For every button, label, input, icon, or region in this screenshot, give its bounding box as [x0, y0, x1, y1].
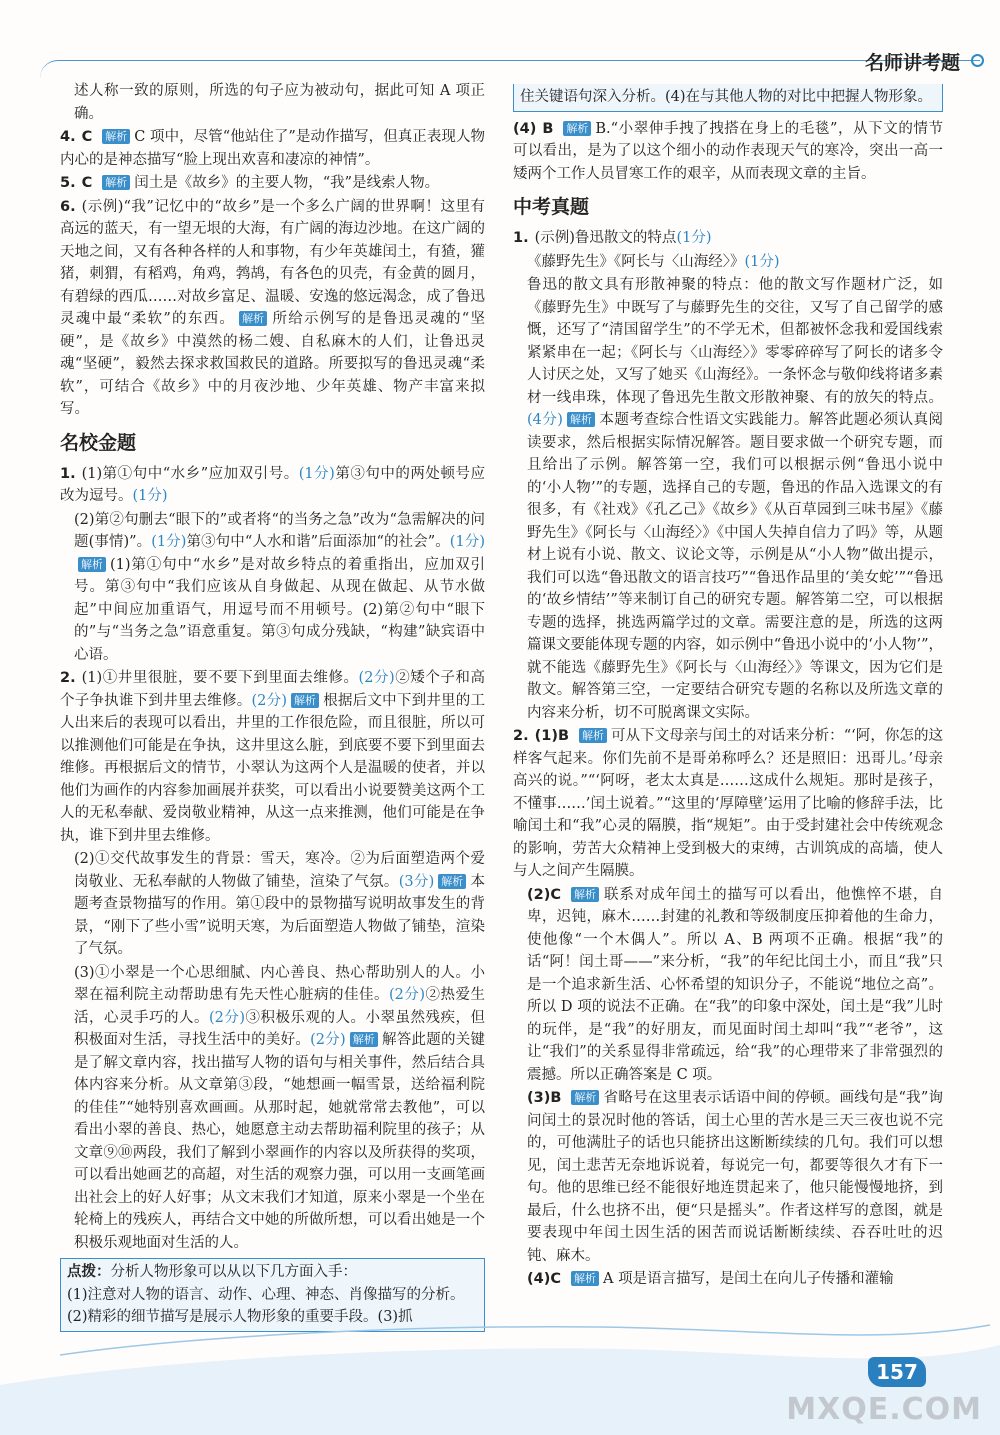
- section-title-mingxiao: 名校金题: [60, 431, 137, 454]
- analysis-text: 省略号在这里表示话语中间的停顿。画线句是“我”询问闰土的景况时他的答话，闰土心里的苦水是三天三夜也说不完的，可他满肚子的话也只能挤出这断断续续的几句。我们可以想见，闰土悲苦无奈地诉说着，每说完一句，都要等很久才有下一句。他的思维已经不能很好地连贯起来了，他只能慢慢地挤，到最后，什么也挤不出，便“只是摇头”。作者这样写的意图，就是要表现中年闰土因生活的困苦而说话断断续续、吞吞吐吐的迟钝、麻木。: [527, 1090, 943, 1264]
- answer-item-6: [60, 196, 485, 421]
- analysis-tag: 解析: [239, 311, 267, 326]
- question-number: 5.: [60, 175, 76, 191]
- analysis-tag: 解析: [567, 412, 595, 427]
- tip-label: 点拨：: [67, 1264, 111, 1280]
- analysis-text: 根据后文中下到井里的工人出来后的表现可以看出，井里的工作很危险，而且很脏，所以可以推测他们可能是在争执，这井里这么脏，到底要不要下到里面去维修。再根据后文的情节，小翠认为这两个人是温暖的使者，并以他们为画作的内容参加画展并获奖，可以看出小说要赞美这两个工人的无私奉献、爱岗敬业精神，从这一点来推测，他们可能是在争执，谁下到井里去维修。: [60, 692, 486, 844]
- analysis-text: 解答此题的关键是了解文章内容，找出描写人物的语句与相关事件，然后结合具体内容来分析。从文章第③段，“她想画一幅雪景，送给福利院的佳佳”“她特别喜欢画画。从那时起，她就常常去教他”，可以看出小翠的善良、热心，她愿意主动去帮助福利院里的孩子；从文章⑨⑩两段，我们了解到小翠画作的内容以及所获得的奖项，可以看出她画艺的高超，对生活的观察力强，可以用一支画笔画出社会上的好人好事；从文末我们才知道，原来小翠是一个坐在轮椅上的残疾人，再结合文中她的所做所想，可以看出她是一个积极乐观地面对生活的人。: [74, 1032, 486, 1251]
- header-circle-icon: [971, 54, 984, 67]
- zk-item-2-part3: [513, 1087, 943, 1267]
- page-number: 157: [868, 1357, 926, 1387]
- answer-item-5: [60, 172, 485, 195]
- answer-text: (2)①交代故事发生的背景：雪天，寒冷。②为后面塑造两个爱岗敬业、无私奉献的人物做了铺垫，渲染了气氛。: [74, 851, 485, 890]
- answer-text: (2)第②句删去“眼下的”或者将“的当务之急”改为“急需解决的问题(事情)”。: [74, 511, 485, 550]
- score: (4分): [527, 412, 563, 428]
- analysis-tag: 解析: [102, 175, 130, 190]
- question-number: 2.: [60, 670, 76, 686]
- answer-text: 鲁迅的散文具有形散神聚的特点：他的散文写作题材广泛，如《藤野先生》中既写了与藤野先生的交往，又写了自己留学的感慨，还写了“清国留学生”的不学无术，但都被怀念我和爱国线索紧紧串在一起；《阿长与〈山海经〉》零零碎碎写了阿长的诸多令人讨厌之处，又写了她买《山海经》。一条怀念与敬仰线将诸多素材一线串珠，体现了鲁迅先生散文形散神聚、有的放矢的特点。: [527, 277, 943, 406]
- analysis-tag: 解析: [563, 121, 591, 136]
- analysis-text: 可从下文母亲与闰土的对话来分析：“‘阿，你怎的这样客气起来。你们先前不是哥弟称呼么？还是照旧：迅哥儿。’母亲高兴的说。”“‘阿呀，老太太真是……这成什么规矩。那时是孩子，不懂事……’闰土说着。”“这里的‘厚障壁’运用了比喻的修辞手法，比喻闰土和“我”心灵的隔膜，指“规矩”。由于受封建社会中传统观念的影响，劳苦大众精神上受到极大的束缚，古训筑成的高墙，使人与人之间产生隔膜。: [513, 728, 943, 879]
- answer-choice: C: [81, 175, 93, 191]
- left-column: [60, 80, 485, 1332]
- tip-line: (1)注意对人物的语言、动作、心理、神态、肖像描写的分析。: [67, 1286, 465, 1303]
- score: (3分): [398, 873, 435, 890]
- analysis-tag: 解析: [78, 557, 106, 572]
- zk-item-1-c: [513, 274, 943, 724]
- answer-continuation: 述人称一致的原则，所选的句子应为被动句，据此可知 A 项正确。: [74, 83, 485, 122]
- tip-line: 分析人物形象可以从以下几方面入手：: [110, 1264, 357, 1280]
- question-number: 2.: [513, 728, 529, 744]
- analysis-tag: 解析: [571, 887, 599, 902]
- zk-item-2: [513, 725, 943, 883]
- answer-choice: (3)B: [527, 1090, 562, 1106]
- analysis-text: 本题考查综合性语文实践能力。解答此题必须认真阅读要求，然后根据实际情况解答。题目要求做一个研究专题，而且给出了示例。解答第一空，我们可以根据示例“鲁迅小说中的‘小人物’”的专题，选择自己的专题，鲁迅的作品入选课文的有很多，有《社戏》《孔乙己》《故乡》《从百草园到三味书屋》《藤野先生》《阿长与〈山海经〉》《中国人失掉自信力了吗》等，从题材上说有小说、散文、议论文等，示例是从“小人物”做出提示，我们可以选“鲁迅散文的语言技巧”“鲁迅作品里的‘美女蛇’”“鲁迅的‘故乡情结’”等来制订自己的研究专题。解答第二空，可以根据专题的选择，挑选两篇学过的文章。需要注意的是，所选的这两篇课文要能体现专题的内容，如示例中“鲁迅小说中的‘小人物’”，就不能选《藤野先生》《阿长与〈山海经〉》等课文，因为它们是散文。解答第三空，一定要结合研究专题的名称以及所选文章的内容来分析，切不可脱离课文实际。: [527, 412, 944, 721]
- zk-item-1-b: [513, 251, 943, 274]
- right-column: [513, 84, 943, 1292]
- analysis-text: C 项中，尽管“他站住了”是动作描写，但真正表现人物内心的是神态描写“脸上现出欢喜和凄凉的神情”。: [60, 129, 485, 168]
- answer-item-r4: [513, 118, 943, 186]
- question-number: 1.: [513, 230, 529, 246]
- score: (1分): [676, 230, 712, 246]
- answer-text: (示例)鲁迅散文的特点: [534, 230, 677, 246]
- question-number: 6.: [60, 198, 76, 215]
- answer-choice: C: [81, 129, 93, 145]
- mx-item-1: [60, 463, 485, 508]
- answer-choice: B: [542, 120, 554, 137]
- answer-text: (1)第①句中“水乡”应加双引号。: [81, 465, 299, 482]
- sample-answer: (示例)“我”记忆中的“故乡”是一个多么广阔的世界啊！这里有高远的蓝天，有一望无垠的大海，有广阔的海边沙地。在这广阔的天地之间，又有各种各样的人和事物，有少年英雄闰土，有猹，獾猪，刺猬，有稻鸡，角鸡，鹁鸪，有各色的贝壳，有金黄的圆月，有碧绿的西瓜……对故乡富足、温暖、安逸的悠远渴念，成了鲁迅灵魂中最“柔软”的东西。: [60, 198, 485, 327]
- analysis-text: (1)第①句中“水乡”是对故乡特点的着重指出，应加双引号。第③句中“我们应该从自身做起、从现在做起、从节水做起”中间应加重语气，用逗号而不用顿号。(2)第②句中“眼下的”与“当务之急”语意重复。第③句成分残缺，“构建”缺宾语中心语。: [74, 556, 485, 663]
- section-title-zhongkao: 中考真题: [513, 196, 590, 218]
- score: (1分): [298, 465, 335, 482]
- answer-text: 《藤野先生》《阿长与〈山海经〉》: [527, 253, 745, 270]
- answer-text: ②热爱生活，心灵手巧的人。: [74, 987, 486, 1026]
- analysis-text: 闰土是《故乡》的主要人物，“我”是线索人物。: [134, 175, 440, 191]
- analysis-tag: 解析: [350, 1032, 378, 1047]
- zk-item-2-part2: [513, 884, 943, 1087]
- tip-box-continued: 住关键语句深入分析。(4)在与其他人物的对比中把握人物形象。: [513, 84, 943, 112]
- score: (2分): [358, 670, 395, 686]
- mx-item-2: [60, 667, 485, 847]
- watermark-text: MXQE.COM: [786, 1392, 982, 1427]
- analysis-text: 本题考查景物描写的作用。第①段中的景物描写说明故事发生的背景，“刚下了些小雪”说明天寒，为后面塑造人物做了铺垫，渲染了气氛。: [74, 873, 486, 957]
- answer-text: ③积极乐观的人。小翠虽然残疾，但积极面对生活，寻找生活中的美好。: [74, 1009, 486, 1048]
- mx-item-2-part3: [60, 962, 485, 1255]
- answer-choice: (4)C: [527, 1271, 561, 1287]
- analysis-tag: 解析: [579, 728, 607, 743]
- analysis-text: 联系对成年闰土的描写可以看出，他憔悴不堪，自卑，迟钝，麻木……封建的礼教和等级制度压抑着他的生命力，使他像“一个木偶人”。所以 A、B 两项不正确。根据“我”的话“阿！闰土哥——”来分析，“我”的年纪比闰土小，而且“我”只是一个追求新生活、心怀希望的知识分子，不能说“地位之高”。所以 D 项的说法不正确。在“我”的印象中深处，闰土是“我”儿时的玩伴，是“我”的好朋友，而见面时闰土却叫“我”“老爷”，这让“我们”的关系显得非常疏远，给“我”的心理带来了非常强烈的震撼。所以正确答案是 C 项。: [527, 886, 943, 1083]
- score: (1分): [151, 534, 187, 550]
- answer-text: 第③句中的两处顿号应改为逗号。: [60, 465, 485, 504]
- analysis-text: B.“小翠伸手拽了拽搭在身上的毛毯”，从下文的情节可以看出，是为了以这个细小的动作表现天气的寒冷，突出一高一矮两个工作人员冒寒工作的艰辛，从而表现文章的主旨。: [513, 120, 943, 182]
- score: (1分): [132, 488, 168, 504]
- mx-item-2-part2: [60, 848, 485, 961]
- analysis-tag: 解析: [291, 693, 319, 708]
- analysis-tag: 解析: [438, 874, 466, 889]
- answer-choice: (1)B: [534, 728, 570, 744]
- analysis-tag: 解析: [571, 1090, 599, 1105]
- answer-text: ②矮个子和高个子争执谁下到井里去维修。: [60, 670, 485, 709]
- analysis-text: 所给示例写的是鲁迅灵魂的“坚硬”，是《故乡》中漠然的杨二嫂、自私麻木的人们，让鲁迅灵魂“坚硬”，毅然去探求救国救民的道路。所要拟写的鲁迅灵魂“柔软”，可结合《故乡》中的月夜沙地、少年英雄、物产丰富来拟写。: [60, 311, 485, 417]
- question-number: 4.: [60, 129, 76, 145]
- question-number: (4): [513, 120, 537, 137]
- question-number: 1.: [60, 465, 76, 482]
- answer-item-4: [60, 126, 485, 171]
- score: (1分): [449, 534, 485, 550]
- analysis-tag: 解析: [571, 1271, 599, 1286]
- answer-choice: (2)C: [527, 886, 561, 903]
- score: (2分): [310, 1032, 346, 1048]
- zk-item-1: [513, 227, 943, 250]
- answer-text: (3)①小翠是一个心思细腻、内心善良、热心帮助别人的人。小翠在福利院主动帮助患有先天性心脏病的佳佳。: [74, 964, 485, 1003]
- running-header-title: 名师讲考题: [864, 52, 960, 74]
- answer-text: 第③句中“人水和谐”后面添加“的社会”。: [186, 534, 450, 550]
- header-rule: [40, 60, 980, 79]
- analysis-tag: 解析: [102, 129, 130, 144]
- score: (2分): [208, 1009, 246, 1026]
- score: (1分): [744, 253, 780, 270]
- tip-line: (2)精彩的细节描写是展示人物形象的重要手段。(3)抓: [67, 1309, 413, 1325]
- zk-item-2-part4: [513, 1268, 943, 1291]
- mx-item-1-part2: [60, 509, 485, 667]
- score: (2分): [388, 987, 426, 1003]
- score: (2分): [251, 692, 287, 709]
- analysis-text: A 项是语言描写，是闰土在向儿子传播和灌输: [602, 1271, 894, 1287]
- answer-text: (1)①井里很脏，要不要下到里面去维修。: [81, 670, 359, 686]
